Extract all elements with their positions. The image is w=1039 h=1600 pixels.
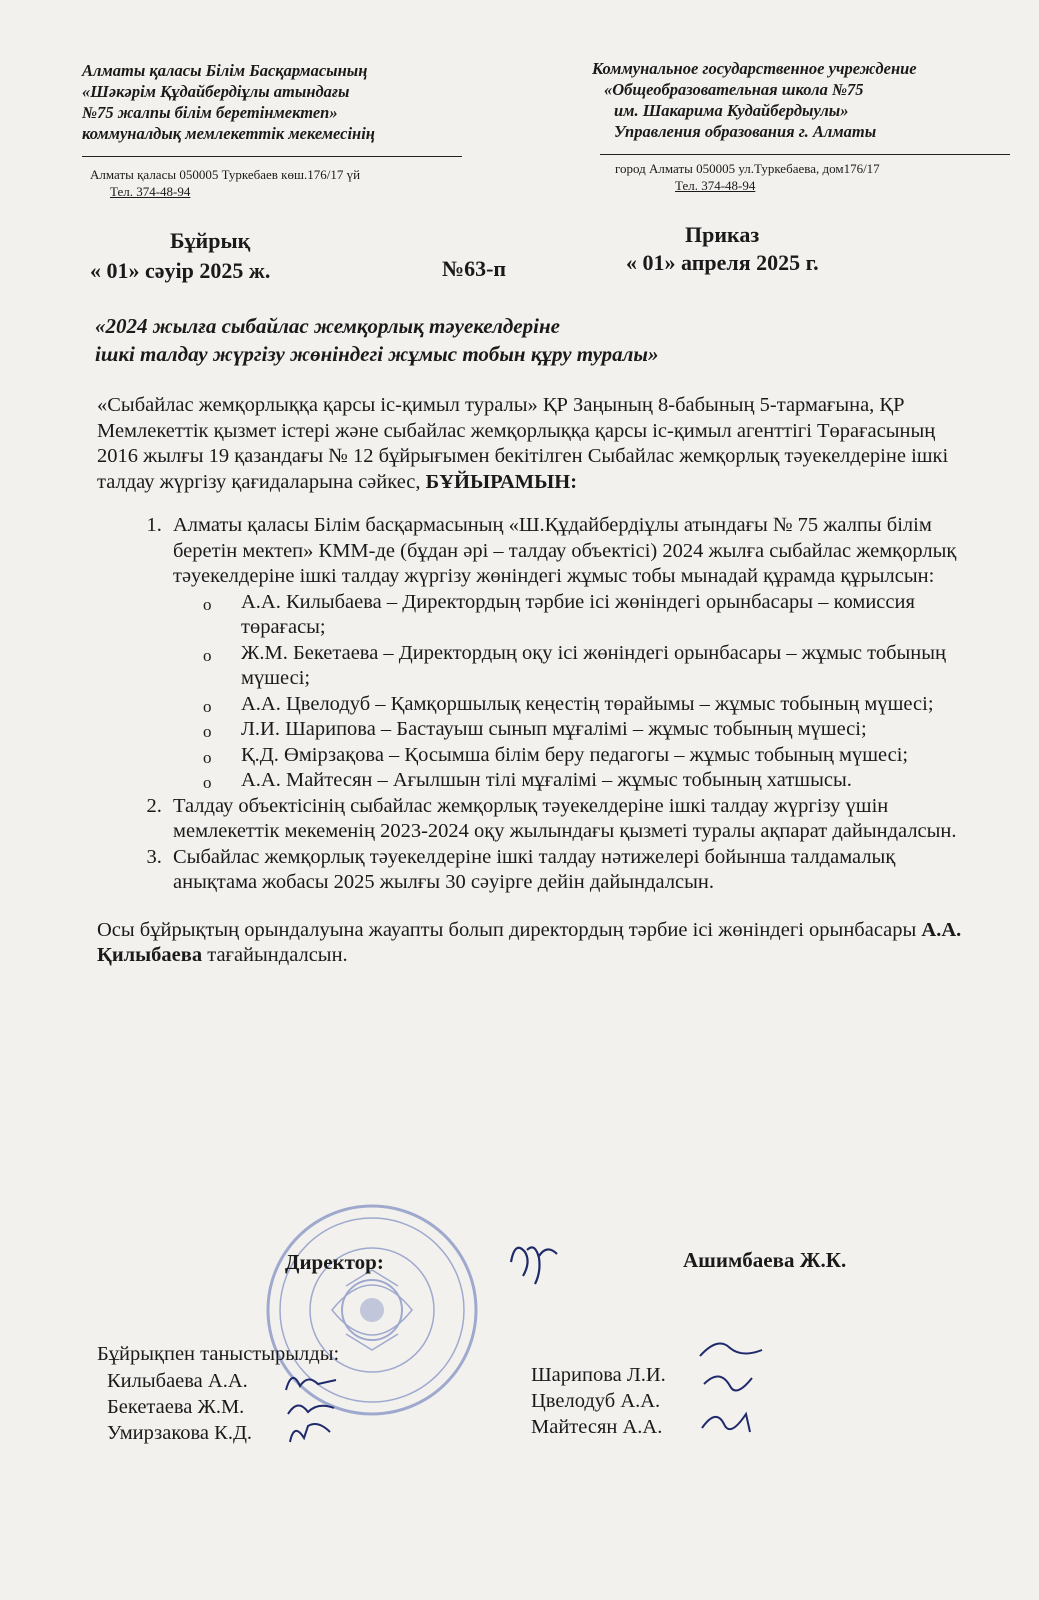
preamble-text: «Сыбайлас жемқорлыққа қарсы іс-қимыл туралы» ҚР Заңының 8-бабының 5-тармағына, ҚР Мемлекеттік қызмет істері және сыбайлас жемқорлыққа қарсы іс-қимыл агенттігі Төрағасының 2016 жылғы 19 қазандағы № 12 бұйрығымен бекітілген Сыбайлас жемқорлық тәуекелдеріне ішкі талдау жүргізу қағидаларына сәйкес, [97, 394, 949, 493]
title-line: ішкі талдау жүргізу жөніндегі жұмыс тобын құру туралы» [95, 342, 659, 366]
order-item [167, 845, 967, 896]
member-item: o Л.И. Шарипова – Бастауыш сынып мұғалімі – жұмыс тобының мүшесі; [203, 717, 967, 743]
member-item: o А.А. Цвелодуб – Қамқоршылық кеңестің төрайымы – жұмыс тобының мүшесі; [203, 692, 967, 718]
header-russian [592, 58, 1012, 142]
order-date-russian: « 01» апреля 2025 г. [626, 250, 819, 275]
address-russian [615, 160, 880, 194]
member-item: o А.А. Килыбаева – Директордың тәрбие ісі жөніндегі орынбасары – комиссия төрағасы; [203, 590, 967, 641]
responsible-text: Осы бұйрықтың орындалуына жауапты болып директордың тәрбие ісі жөніндегі орынбасары [97, 918, 922, 941]
address-kazakh [90, 166, 360, 200]
preamble-decree: БҰЙЫРАМЫН: [425, 470, 578, 493]
order-body [97, 393, 967, 969]
member-item: o Қ.Д. Өмірзақова – Қосымша білім беру педагогы – жұмыс тобының мүшесі; [203, 743, 967, 769]
header-kz-line: коммуналдық мемлекеттік мекемесінің [82, 124, 375, 143]
address-line: город Алматы 050005 ул.Туркебаева, дом176/17 [615, 161, 880, 176]
order-word-kazakh: Бұйрық [170, 228, 251, 253]
phone: Тел. 374-48-94 [110, 184, 191, 199]
title-line: «2024 жылға сыбайлас жемқорлық тәуекелдеріне [95, 314, 560, 338]
phone: Тел. 374-48-94 [675, 178, 756, 193]
order-item-text: Талдау объектісінің сыбайлас жемқорлық тәуекелдеріне ішкі талдау жүргізу үшін мемлекеттік мекеменің 2023-2024 оқу жылындағы қызметі туралы ақпарат дайындалсын. [173, 794, 957, 842]
working-group-members [173, 590, 967, 794]
member-item: o Ж.М. Бекетаева – Директордың оқу ісі жөніндегі орынбасары – жұмыс тобының мүшесі; [203, 641, 967, 692]
acquainted-name: Бекетаева Ж.М. [107, 1396, 245, 1418]
header-ru-line: «Общеобразовательная школа №75 [604, 80, 864, 99]
header-kz-line: «Шәкәрім Құдайбердіұлы атындағы [82, 82, 350, 101]
responsible-tail: тағайындалсын. [202, 944, 348, 966]
header-divider [82, 156, 462, 157]
acquainted-name: Умирзакова К.Д. [107, 1422, 253, 1444]
order-items [97, 513, 967, 896]
member-item: o А.А. Майтесян – Ағылшын тілі мұғалімі – жұмыс тобының хатшысы. [203, 768, 967, 794]
header-kz-line: Алматы қаласы Білім Басқармасының [82, 61, 368, 80]
order-item [167, 513, 967, 794]
header-ru-line: Коммунальное государственное учреждение [592, 59, 917, 78]
acquainted-name: Цвелодуб А.А. [531, 1390, 661, 1412]
responsible-name: А.А. Қилыбаева [97, 918, 962, 966]
handwritten-signature [690, 1328, 770, 1448]
director-name: Ашимбаева Ж.К. [683, 1248, 847, 1272]
order-word-russian: Приказ [685, 222, 760, 247]
responsible-paragraph [97, 918, 967, 969]
order-item [167, 794, 967, 845]
acquainted-name: Шарипова Л.И. [531, 1364, 666, 1386]
address-line: Алматы қаласы 050005 Туркебаев көш.176/17 үй [90, 167, 361, 182]
acquainted-name: Килыбаева А.А. [107, 1370, 248, 1392]
order-title [95, 312, 895, 368]
acquainted-right-list [531, 1362, 666, 1440]
header-divider [600, 154, 1010, 155]
order-number: №63-п [442, 256, 507, 281]
header-kz-line: №75 жалпы білім беретінмектеп» [82, 103, 338, 122]
acquainted-name: Майтесян А.А. [531, 1416, 663, 1438]
director-signature [505, 1232, 565, 1290]
order-item-text: Алматы қаласы Білім басқармасының «Ш.Құдайбердіұлы атындағы № 75 жалпы білім беретін мектеп» КММ-де (бұдан әрі – талдау объектісі) 2024 жылға сыбайлас жемқорлық тәуекелдеріне ішкі талдау жүргізу жөніндегі жұмыс тобы мынадай құрамда құрылсын: [173, 514, 957, 587]
director-label: Директор: [285, 1250, 384, 1274]
order-date-kazakh: « 01» сәуір 2025 ж. [90, 258, 271, 283]
handwritten-signature [278, 1362, 358, 1452]
header-ru-line: им. Шакарима Кудайбердыулы» [614, 101, 849, 120]
order-item-text: Сыбайлас жемқорлық тәуекелдеріне ішкі талдау нәтижелері бойынша талдамалық анықтама жобасы 2025 жылғы 30 сәуірге дейін дайындалсын. [173, 845, 896, 893]
preamble [97, 393, 967, 495]
acquainted-left-list [107, 1368, 252, 1446]
header-kazakh [82, 60, 502, 144]
acquainted-label: Бұйрықпен таныстырылды: [97, 1343, 340, 1365]
header-ru-line: Управления образования г. Алматы [614, 122, 877, 141]
